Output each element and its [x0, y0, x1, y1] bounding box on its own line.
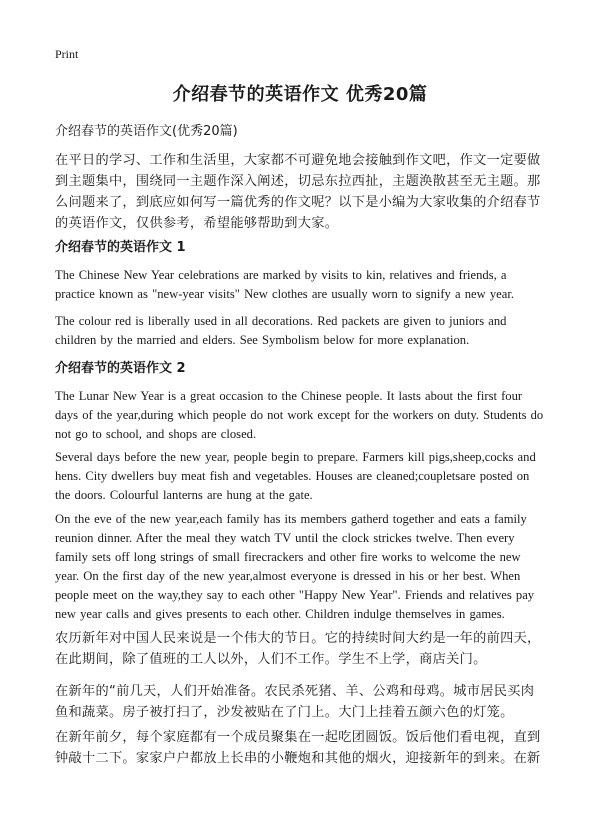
section-2-chinese-2: 在新年的“前几天，人们开始准备。农民杀死猪、羊、公鸡和母鸡。城市居民买肉鱼和蔬菜。房子被打扫了，沙发被贴在了门上。大门上挂着五颜六色的灯笼。: [55, 684, 535, 720]
intro-paragraph: 在平日的学习、工作和生活里，大家都不可避免地会接触到作文吧，作文一定要做到主题集中，围绕同一主题作深入阐述，切忌东拉西扯，主题涣散甚至无主题。那么问题来了，到底应如何写一篇优秀的作文呢？以下是小编为大家收集的介绍春节的英语作文，仅供参考，希望能够帮助到大家。: [55, 153, 541, 231]
page-title: 介绍春节的英语作文 优秀20篇: [172, 84, 428, 105]
page-subtitle: 介绍春节的英语作文(优秀20篇): [55, 124, 238, 139]
section-2-heading: 介绍春节的英语作文 2: [55, 361, 186, 376]
section-1-paragraph-1: The Chinese New Year celebrations are marked by visits to kin, relatives and friends, a practice known as "new-year visits" New clothes are usually worn to signify a new year.: [55, 268, 514, 301]
section-2-chinese-1: 农历新年对中国人民来说是一个伟大的节日。它的持续时间大约是一年的前四天，在此期间，除了值班的工人以外，人们不工作。学生不上学，商店关门。: [55, 631, 541, 667]
print-label[interactable]: Print: [55, 47, 79, 61]
section-1-paragraph-2: The colour red is liberally used in all decorations. Red packets are given to juniors and children by the married and elders. See Symbolism below for more explanation.: [55, 314, 507, 347]
section-2-chinese-3: 在新年前夕，每个家庭都有一个成员聚集在一起吃团圆饭。饭后他们看电视，直到钟敲十二下。家家户户都放上长串的小鞭炮和其他的烟火，迎接新年的到来。在新: [55, 730, 541, 766]
section-1-heading: 介绍春节的英语作文 1: [55, 240, 186, 255]
section-2-paragraph-3: On the eve of the new year,each family has its members gatherd together and eats a family reunion dinner. After the meal they watch TV until the clock strickes twelve. Then every family sets off long strings of small firecrackers and other fire works to welcome the new year. On the first day of the new year,almost everyone is dressed in his or her best. When people meet on the way,they say to each other "Happy New Year". Friends and relatives pay new year calls and gives presents to each other. Children indulge themselves in games.: [55, 512, 535, 621]
section-2-paragraph-1: The Lunar New Year is a great occasion to the Chinese people. It lasts about the first four days of the year,during which people do not work except for the workers on duty. Students do not go to school, and shops are closed.: [55, 389, 544, 441]
section-2-paragraph-2: Several days before the new year, people begin to prepare. Farmers kill pigs,sheep,cocks and hens. City dwellers buy meat fish and vegetables. Houses are cleaned;coupletsare posted on the doors. Colourful lanterns are hung at the gate.: [55, 450, 536, 502]
